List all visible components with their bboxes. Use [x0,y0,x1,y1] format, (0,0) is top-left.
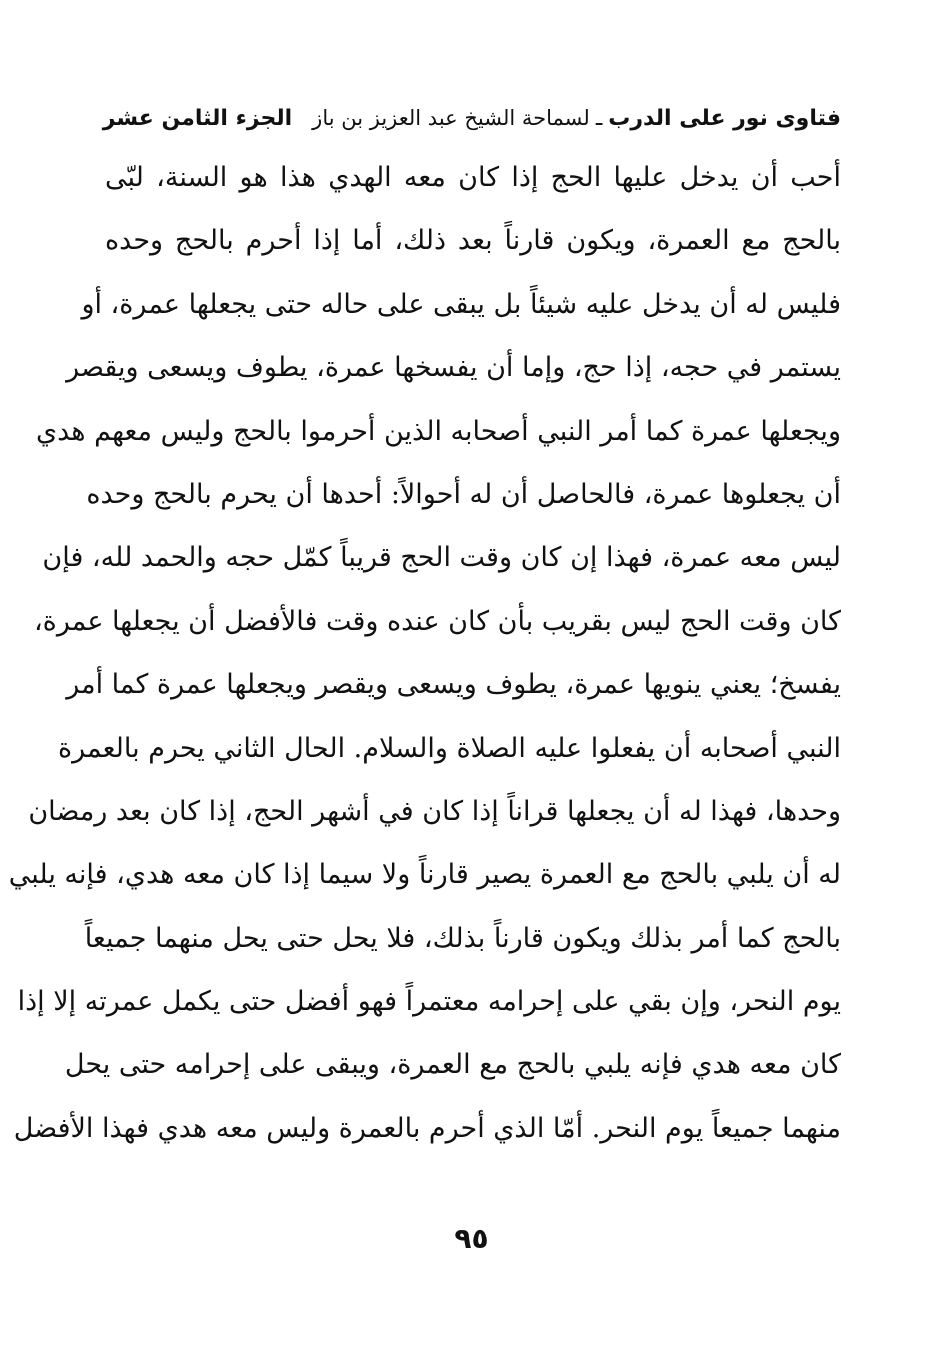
header-dash: ـ [595,105,603,131]
page-number: ٩٥ [454,1222,489,1255]
text-line: كان معه هدي فإنه يلبي بالحج مع العمرة، ويبقى على إحرامه حتى يحل [64,1049,841,1081]
running-header [102,100,841,136]
text-line: وحدها، فهذا له أن يجعلها قراناً إذا كان في أشهر الحج، إذا كان بعد رمضان [28,795,841,827]
volume-label: الجزء الثامن عشر [102,105,293,131]
text-line: يستمر في حجه، إذا حج، وإما أن يفسخها عمرة، يطوف ويسعى ويقصر [66,352,841,384]
text-line: يوم النحر، وإن بقي على إحرامه معتمراً فهو أفضل حتى يكمل عمرته إلا إذا [17,986,841,1018]
book-title: فتاوى نور على الدرب [608,105,841,131]
text-line: فليس له أن يدخل عليه شيئاً بل يبقى على حاله حتى يجعلها عمرة، أو [81,288,841,320]
text-line: أن يجعلوها عمرة، فالحاصل أن له أحوالاً: أحدها أن يحرم بالحج وحده [86,478,841,510]
text-line: كان وقت الحج ليس بقريب بأن كان عنده وقت فالأفضل أن يجعلها عمرة، [33,605,841,637]
text-line: منهما جميعاً يوم النحر. أمّا الذي أحرم بالعمرة وليس معه هدي فهذا الأفضل [13,1112,841,1144]
text-line: بالحج كما أمر بذلك ويكون قارناً بذلك، فلا يحل حتى يحل منهما جميعاً [84,922,841,954]
text-line: بالحج مع العمرة، ويكون قارناً بعد ذلك، أما إذا أحرم بالحج وحده [105,225,841,257]
text-line: يفسخ؛ يعني ينويها عمرة، يطوف ويسعى ويقصر ويجعلها عمرة كما أمر [66,669,841,701]
author-name: لسماحة الشيخ عبد العزيز بن باز [312,106,590,130]
text-line: النبي أصحابه أن يفعلوا عليه الصلاة والسلام. الحال الثاني يحرم بالعمرة [58,732,841,764]
text-line: ويجعلها عمرة كما أمر النبي أصحابه الذين أحرموا بالحج وليس معهم هدي [35,415,841,447]
text-line: ليس معه عمرة، فهذا إن كان وقت الحج قريباً كمّل حجه والحمد لله، فإن [42,542,841,574]
text-line: أحب أن يدخل عليها الحج إذا كان معه الهدي هذا هو السنة، لبّى [105,162,841,193]
text-line: له أن يلبي بالحج مع العمرة يصير قارناً ولا سيما إذا كان معه هدي، فإنه يلبي [8,859,841,891]
body-text [8,146,841,1160]
